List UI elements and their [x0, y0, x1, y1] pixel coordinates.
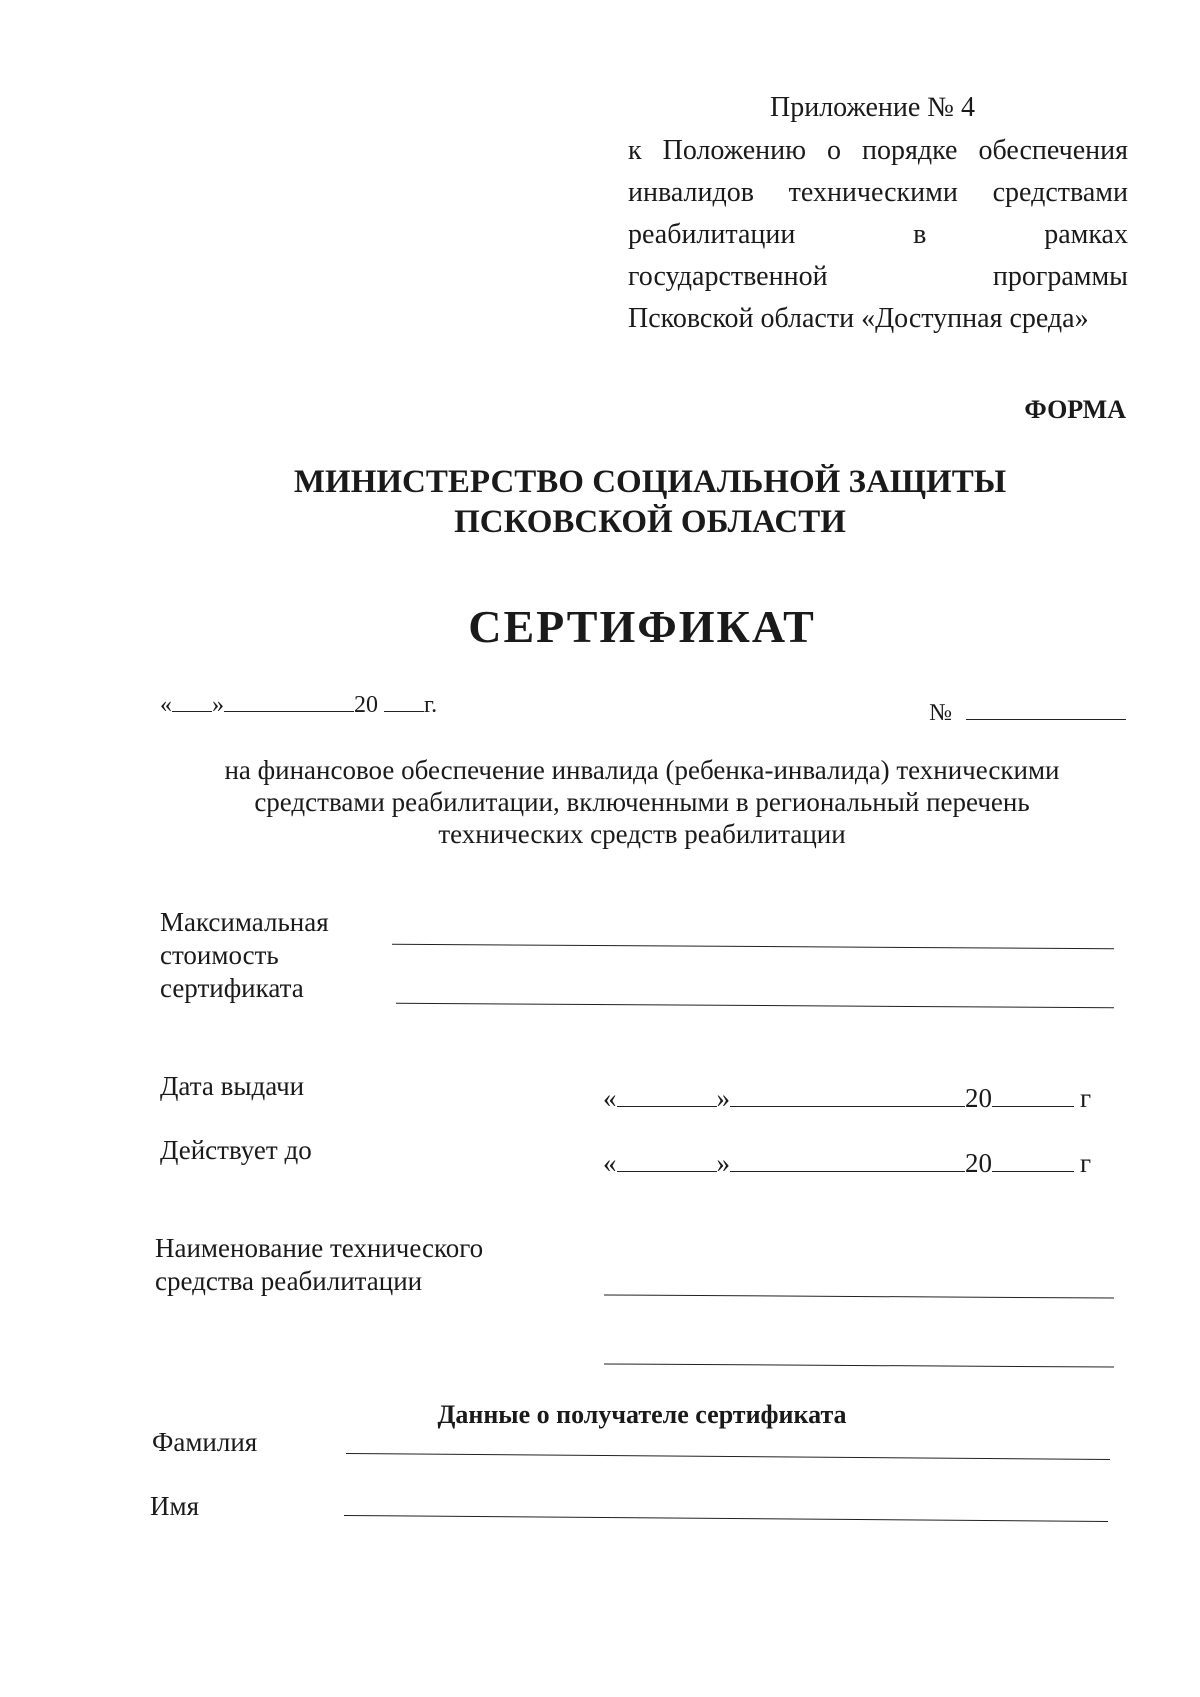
header-day-field[interactable] — [172, 710, 212, 712]
issue-day-field[interactable] — [617, 1105, 717, 1107]
certificate-title: СЕРТИФИКАТ — [468, 601, 816, 652]
issue-date-value: « » 20 г — [603, 1083, 1092, 1113]
device-name-label: Наименование технического средства реабилитации — [155, 1233, 484, 1296]
surname-field[interactable] — [346, 1453, 1110, 1460]
appendix-line-4: государственной программы — [628, 261, 1128, 292]
header-date: « » 20 г. — [160, 692, 438, 718]
name-field[interactable] — [344, 1515, 1108, 1522]
max-cost-field-line-1[interactable] — [392, 944, 1114, 949]
device-name-field-line-2[interactable] — [604, 1363, 1114, 1367]
form-label: ФОРМА — [1024, 395, 1126, 424]
valid-until-value: « » 20 г — [603, 1148, 1092, 1178]
valid-until-label: Действует до — [160, 1135, 312, 1165]
certificate-number-field[interactable] — [966, 718, 1126, 720]
surname-label: Фамилия — [152, 1427, 258, 1457]
device-name-field-line-1[interactable] — [604, 1294, 1114, 1298]
valid-year-field[interactable] — [992, 1170, 1074, 1172]
certificate-number — [929, 700, 1126, 727]
name-label: Имя — [150, 1491, 200, 1521]
valid-day-field[interactable] — [617, 1170, 717, 1172]
ministry-line-1: МИНИСТЕРСТВО СОЦИАЛЬНОЙ ЗАЩИТЫ — [293, 464, 1007, 500]
max-cost-label: Максимальная стоимость сертификата — [160, 907, 329, 1003]
certificate-purpose: на финансовое обеспечение инвалида (ребенка-инвалида) техническими средствами реабилитации, включенными в региональный перечень технических средств реабилитации — [224, 755, 1060, 849]
issue-month-field[interactable] — [730, 1105, 965, 1107]
appendix-text — [628, 130, 1128, 340]
appendix-line-2: инвалидов техническими средствами — [628, 177, 1128, 208]
issue-year-field[interactable] — [992, 1105, 1074, 1107]
ministry-line-2: ПСКОВСКОЙ ОБЛАСТИ — [454, 504, 846, 540]
issue-date-label: Дата выдачи — [160, 1071, 305, 1101]
header-year-field[interactable] — [384, 710, 424, 712]
ministry-heading — [0, 462, 1200, 542]
appendix-line-3: реабилитации в рамках — [628, 219, 1128, 250]
appendix-line-5: Псковской области «Доступная среда» — [628, 303, 1089, 334]
recipient-section-title: Данные о получателе сертификата — [437, 1400, 847, 1429]
max-cost-field-line-2[interactable] — [396, 1003, 1114, 1008]
valid-month-field[interactable] — [730, 1170, 965, 1172]
appendix-title: Приложение № 4 — [770, 92, 975, 123]
appendix-line-1: к Положению о порядке обеспечения — [628, 135, 1128, 166]
number-label: № — [929, 700, 952, 726]
header-month-field[interactable] — [224, 710, 354, 712]
